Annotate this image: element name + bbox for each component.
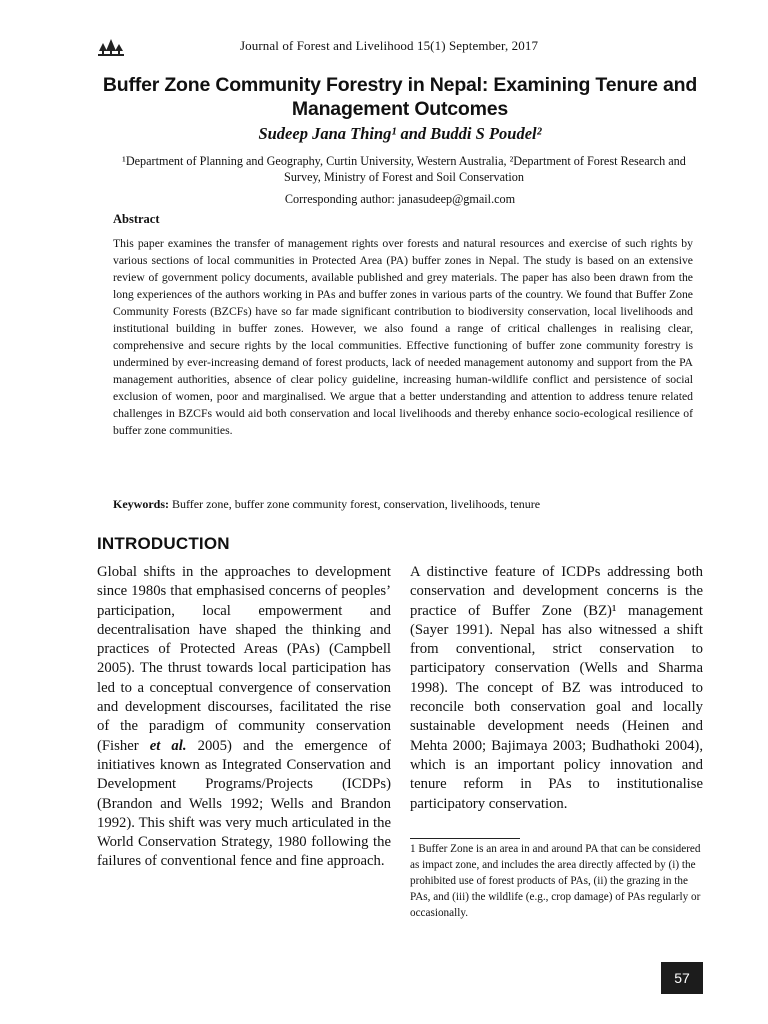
introduction-left-column [97,563,391,872]
corresponding-author: Corresponding author: janasudeep@gmail.com [284,192,516,206]
journal-logo-icon [97,35,125,57]
introduction-right-column [410,563,703,814]
journal-header: Journal of Forest and Livelihood 15(1) September, 2017 [240,38,539,53]
author-affiliations: ¹Department of Planning and Geography, Curtin University, Western Australia, ²Department of Forest Research and Survey, Ministry of Forest and Soil Conservation [122,154,686,184]
intro-text-part1: Global shifts in the approaches to development since 1980s that emphasised concerns of peoples’ participation, local empowerment and decentralisation have shaped the thinking and practices of Protected Areas (PAs) (Campbell 2005). The thrust towards local participation has led to a conceptual convergence of conservation and development discourses, facilitated the rise of the paradigm of community conservation (Fisher [97,564,391,754]
keywords-label: Keywords: [113,497,169,511]
intro-etal: et al. [149,737,187,754]
paper-authors: Sudeep Jana Thing¹ and Buddi S Poudel² [258,124,542,143]
introduction-heading: INTRODUCTION [97,534,230,553]
paper-title: Buffer Zone Community Forestry in Nepal: Examining Tenure and Management Outcomes [102,74,698,120]
introduction-paragraph-1 [97,563,391,872]
abstract-text: This paper examines the transfer of management rights over forests and natural resources and exercise of such rights by various sections of local communities in Protected Area (PA) buffer zones in Nepal. The study is based on an extensive review of government policy documents, available published and grey materials. The paper has also been drawn from the long experiences of the authors working in PAs and buffer zones in various parts of the country. We found that Buffer Zone Community Forests (BZCFs) have so far made significant contribution to biodiversity conservation, local livelihoods and institutional building in buffer zones. However, we also found a range of critical challenges in realising clear, comprehensive and secure rights by the local communities. Effective functioning of buffer zone community forestry is undermined by ever-increasing demand of forest products, lack of needed management autonomy and support from the PA management authorities, absence of clear policy guideline, increasing human-wildlife conflict and persistence of social exclusion of women, poor and marginalised. We argue that a better understanding and attention to address tenure related challenges in BZCFs would aid both conservation and local livelihoods and thereby enhance socio-ecological resilience of buffer zone communities. [113,237,693,437]
footnote: 1 Buffer Zone is an area in and around PA that can be considered as impact zone, and includes the area directly affected by (i) the prohibited use of forest products of PAs, (ii) the grazing in the PAs, and (iii) the wildlife (e.g., crop damage) of PAs regularly or occasionally. [410,843,701,919]
keywords-text: Buffer zone, buffer zone community forest, conservation, livelihoods, tenure [172,497,541,511]
abstract-heading: Abstract [113,212,160,226]
intro-text-part2: 2005) and the emergence of initiatives known as Integrated Conservation and Development Programs/Projects (ICDPs) (Brandon and Wells 1992; Wells and Brandon 1992). This shift was very much articulated in the World Conservation Strategy, 1980 following the failures of conventional fence and fine approach. [97,737,391,870]
introduction-paragraph-2: A distinctive feature of ICDPs addressing both conservation and development concerns is the practice of Buffer Zone (BZ)¹ management (Sayer 1991). Nepal has also witnessed a shift from conventional, strict conservation to participatory conservation (Wells and Sharma 1998). The concept of BZ was introduced to reconcile both conservation goal and locally sustainable development needs (Heinen and Mehta 2000; Bajimaya 2003; Budhathoki 2004), which is an important policy innovation and tenure reform in PAs to institutionalise participatory conservation. [410,564,703,812]
footnote-divider [410,838,520,839]
keywords [113,497,703,512]
page-number: 57 [661,962,703,994]
